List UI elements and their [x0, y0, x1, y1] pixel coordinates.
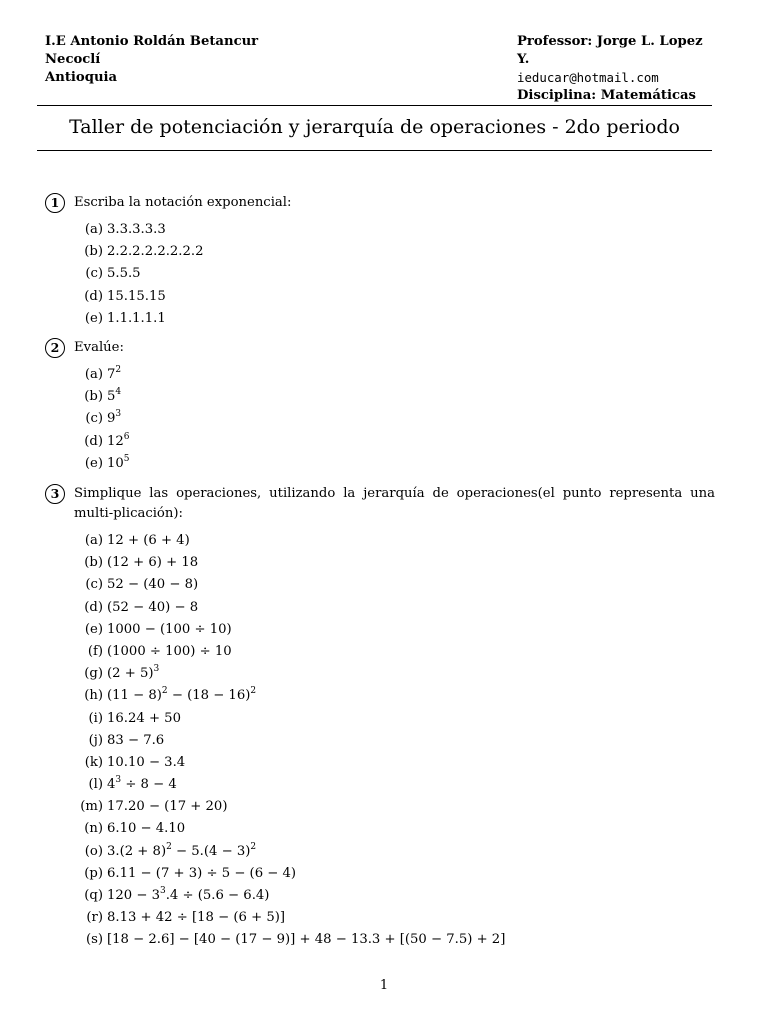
question-2-text: Evalúe: [74, 340, 124, 355]
list-item [45, 308, 715, 330]
item-label: (b) [84, 389, 103, 405]
question-3-text: Simplique las operaciones, utilizando la jerarquía de operaciones(el punto representa una multi-plicación): [74, 486, 715, 521]
item-label: (q) [84, 888, 103, 903]
item-expression: $120 - 3^3.4 \div (5.6 - 6.4)$ [107, 886, 270, 903]
item-label: (k) [84, 754, 103, 770]
item-expression: 16.24 + 50 [107, 710, 181, 726]
item-label: (e) [84, 310, 103, 326]
item-label: (c) [85, 577, 103, 593]
teacher-info [517, 33, 715, 105]
school-name: I.E Antonio Roldán Betancur [45, 34, 259, 49]
item-label: (a) [84, 222, 103, 237]
item-label: (o) [84, 843, 103, 859]
list-item [45, 796, 715, 818]
item-label: (r) [86, 910, 103, 926]
item-expression: 1000 − (100 ÷ 10) [107, 621, 232, 637]
list-item [45, 708, 715, 730]
item-expression: $(11 - 8)^2 - (18 - 16)^2$ [107, 686, 257, 704]
item-expression: [18 − 2.6] − [40 − (17 − 9)] + 48 − 13.3 + [(50 − 7.5) + 2] [107, 932, 506, 948]
item-label: (l) [88, 777, 103, 793]
item-expression: 8.13 + 42 ÷ [18 − (6 + 5)] [107, 910, 286, 926]
item-expression: 3.3.3.3.3 [107, 222, 166, 237]
item-label: (f) [87, 643, 103, 659]
list-item [45, 552, 715, 574]
question-3 [45, 484, 715, 952]
list-item [45, 929, 715, 951]
item-expression: $9^3$ [107, 409, 122, 427]
item-label: (d) [84, 288, 103, 304]
list-item [45, 408, 715, 430]
question-1-header [45, 193, 715, 213]
item-expression: 5.5.5 [107, 266, 141, 282]
item-label: (b) [84, 244, 103, 260]
list-item [45, 364, 715, 386]
subject-name: Disciplina: Matemáticas [517, 88, 696, 103]
item-label: (a) [84, 533, 103, 548]
list-item [45, 219, 715, 241]
item-label: (c) [85, 266, 103, 282]
item-label: (d) [84, 433, 103, 449]
item-expression: 12 + (6 + 4) [107, 533, 190, 548]
item-expression: 6.11 − (7 + 3) ÷ 5 − (6 − 4) [107, 865, 297, 881]
item-expression: 6.10 − 4.10 [107, 821, 186, 837]
item-label: (m) [80, 799, 103, 815]
list-item [45, 885, 715, 907]
list-item [45, 263, 715, 285]
item-expression: 1.1.1.1.1 [107, 310, 166, 326]
list-item [45, 863, 715, 885]
list-item [45, 286, 715, 308]
list-item [45, 530, 715, 552]
item-expression: 15.15.15 [107, 288, 166, 304]
item-expression: $7^2$ [107, 365, 122, 382]
professor-name: Professor: Jorge L. Lopez Y. [517, 34, 703, 67]
list-item [45, 818, 715, 840]
question-1-number: 1 [45, 193, 65, 213]
item-expression: $5^4$ [107, 387, 122, 405]
item-expression: 83 − 7.6 [107, 732, 165, 748]
item-label: (g) [84, 666, 103, 682]
list-item [45, 619, 715, 641]
item-label: (p) [84, 865, 103, 881]
list-item [45, 907, 715, 929]
item-expression: $4^3 \div 8 - 4$ [107, 775, 177, 793]
item-expression: (12 + 6) + 18 [107, 555, 199, 571]
item-label: (c) [85, 411, 103, 427]
list-item [45, 685, 715, 707]
list-item [45, 774, 715, 796]
item-expression: $(2 + 5)^3$ [107, 664, 160, 682]
question-1-text: Escriba la notación exponencial: [74, 195, 292, 210]
item-expression: 17.20 − (17 + 20) [107, 799, 228, 815]
region-name: Antioquia [45, 70, 118, 85]
question-1 [45, 193, 715, 330]
question-3-items [45, 530, 715, 952]
list-item [45, 386, 715, 408]
list-item [45, 574, 715, 596]
list-item [45, 453, 715, 475]
item-expression: 10.10 − 3.4 [107, 754, 186, 770]
list-item [45, 641, 715, 663]
list-item [45, 663, 715, 685]
item-expression: $10^5$ [107, 453, 130, 471]
question-3-number: 3 [45, 484, 65, 504]
item-expression: (52 − 40) − 8 [107, 599, 199, 615]
list-item [45, 730, 715, 752]
item-expression: 2.2.2.2.2.2.2.2 [107, 244, 204, 260]
question-2-header [45, 338, 715, 358]
item-label: (h) [84, 688, 103, 704]
list-item [45, 431, 715, 453]
item-label: (s) [85, 932, 103, 948]
question-2-number: 2 [45, 338, 65, 358]
list-item [45, 752, 715, 774]
item-label: (n) [84, 821, 103, 837]
list-item [45, 841, 715, 863]
list-item [45, 597, 715, 619]
item-expression: 52 − (40 − 8) [107, 577, 199, 593]
item-expression: $12^6$ [107, 431, 130, 449]
item-label: (e) [84, 455, 103, 471]
item-label: (d) [84, 599, 103, 615]
question-1-items [45, 219, 715, 330]
document-title: Taller de potenciación y jerarquía de operaciones - 2do periodo [69, 116, 680, 138]
question-2 [45, 338, 715, 475]
item-label: (b) [84, 555, 103, 571]
item-label: (a) [84, 367, 103, 382]
item-expression: (1000 ÷ 100) ÷ 10 [107, 643, 232, 659]
bottom-rule [37, 150, 712, 151]
top-rule [37, 105, 712, 106]
question-3-header [45, 484, 715, 524]
question-2-items [45, 364, 715, 475]
email-address: ieducar@hotmail.com [517, 70, 659, 85]
school-info [45, 33, 258, 87]
item-label: (j) [88, 732, 103, 748]
item-expression: $3.(2 + 8)^2 - 5.(4 - 3)^2$ [107, 841, 257, 859]
page-number: 1 [379, 978, 389, 993]
list-item [45, 241, 715, 263]
item-label: (i) [88, 710, 103, 726]
item-label: (e) [84, 621, 103, 637]
town-name: Necoclí [45, 52, 101, 67]
